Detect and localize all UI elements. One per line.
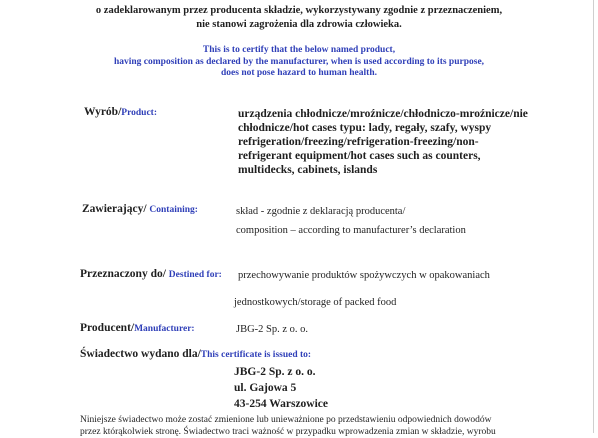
- footer-note: [80, 415, 592, 438]
- product-line-3: refrigeration/freezing/refrigeration-freezing/non-: [238, 135, 528, 149]
- issued-line-2: ul. Gajowa 5: [234, 380, 328, 396]
- containing-label: [82, 203, 198, 215]
- destined-line-1: przechowywanie produktów spożywczych w opakowaniach: [238, 269, 490, 283]
- product-line-5: multidecks, cabinets, islands: [238, 163, 528, 177]
- destined-label: [80, 268, 222, 280]
- product-line-4: refrigerant equipment/hot cases such as counters,: [238, 149, 528, 163]
- destined-line-2: jednostkowych/storage of packed food: [234, 296, 396, 310]
- intro-polish-line-1: o zadeklarowanym przez producenta składzie, wykorzystywany zgodnie z przeznaczeniem,: [0, 4, 598, 18]
- issued-label-en: This certificate is issued to:: [201, 350, 311, 360]
- issued-address: [234, 364, 328, 412]
- producer-label-en: Manufacturer:: [134, 324, 195, 334]
- producer-label: [80, 322, 195, 334]
- containing-line-2: composition – according to manufacturer’s declaration: [236, 224, 466, 238]
- product-label: [84, 106, 157, 118]
- destined-label-en: Destined for:: [169, 270, 222, 280]
- product-value: [238, 107, 528, 177]
- intro-english-line-1: This is to certify that the below named product,: [0, 45, 598, 57]
- footer-line-2: przez którąkolwiek stronę. Świadectwo traci ważność w przypadku wprowadzenia zmian w składzie, wyrobu: [80, 427, 592, 438]
- containing-label-en: Containing:: [149, 205, 198, 215]
- intro-polish: [0, 4, 598, 31]
- intro-english-line-3: does not pose hazard to human health.: [0, 68, 598, 80]
- containing-line-1: skład - zgodnie z deklaracją producenta/: [236, 205, 405, 219]
- issued-label: [80, 348, 311, 360]
- producer-value: JBG-2 Sp. z o. o.: [236, 323, 308, 337]
- product-label-en: Product:: [121, 108, 157, 118]
- producer-label-pl: Producent/: [80, 322, 134, 334]
- intro-polish-line-2: nie stanowi zagrożenia dla zdrowia człowieka.: [0, 18, 598, 32]
- issued-label-pl: Świadectwo wydano dla/: [80, 348, 201, 360]
- destined-label-pl: Przeznaczony do/: [80, 268, 166, 280]
- containing-label-pl: Zawierający/: [82, 203, 147, 215]
- intro-english: [0, 45, 598, 80]
- product-line-2: chłodnicze/hot cases typu: lady, regały, szafy, wyspy: [238, 121, 528, 135]
- intro-english-line-2: having composition as declared by the manufacturer, when is used according to its purpose,: [0, 57, 598, 69]
- issued-line-1: JBG-2 Sp. z o. o.: [234, 364, 328, 380]
- issued-line-3: 43-254 Warszowice: [234, 396, 328, 412]
- product-line-1: urządzenia chłodnicze/mroźnicze/chłodniczo-mroźnicze/nie: [238, 107, 528, 121]
- product-label-pl: Wyrób/: [84, 106, 121, 118]
- footer-line-1: Niniejsze świadectwo może zostać zmienione lub unieważnione po przedstawieniu odpowiednich dowodów: [80, 415, 592, 427]
